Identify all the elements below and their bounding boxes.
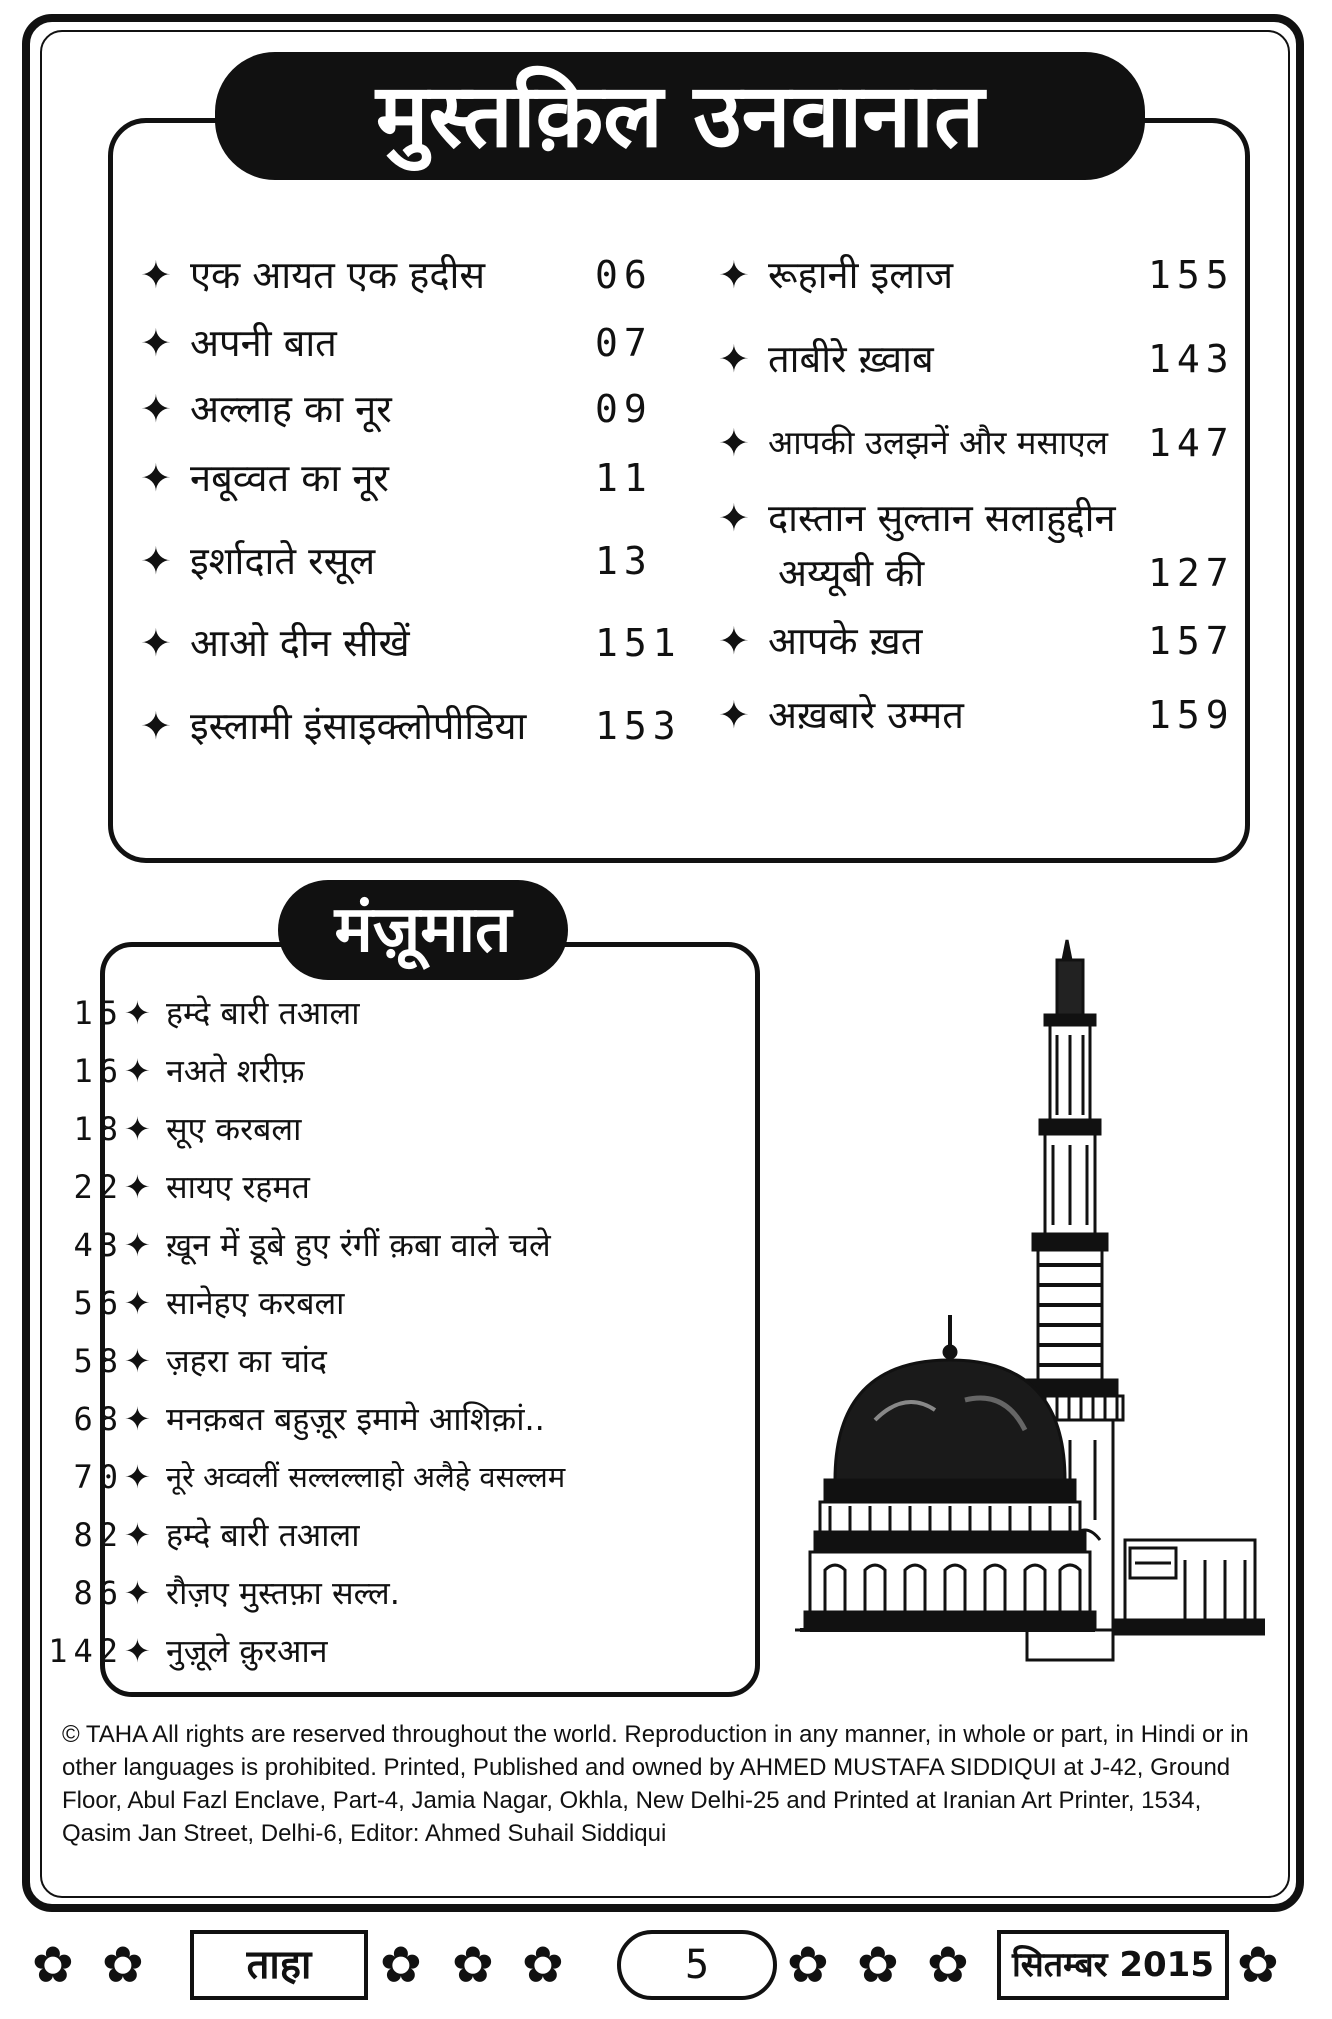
page-number: 5 [617, 1930, 777, 2000]
toc-entry-page: 153 [595, 704, 682, 748]
flower-ornament-icon: ✿ [102, 1936, 144, 1994]
bullet-star-icon: ✦ [124, 1342, 151, 1380]
copyright-notice: © TAHA All rights are reserved throughout the world. Reproduction in any manner, in whole or part, in Hindi or in other languages is prohibited. Printed, Published and owned by AHMED MUSTAFA SIDDIQUI at J-42, Ground Floor, Abul Fazl Enclave, Part-4, Jamia Nagar, Okhla, New Delhi-25 and Printed at Iranian Art Printer, 1534, Qasim Jan Street, Delhi-6, Editor: Ahmed Suhail Siddiqui [62, 1721, 1249, 1847]
bullet-star-icon: ✦ [140, 539, 172, 583]
poem-title: ख़ून में डूबे हुए रंगीं क़बा वाले चले [166, 1226, 551, 1264]
poem-title: रौज़ए मुस्तफ़ा सल्ल. [166, 1574, 400, 1612]
poem-title: मनक़बत बहुज़ूर इमामे आशिक़ां.. [166, 1400, 545, 1438]
flower-ornament-icon: ✿ [927, 1936, 969, 1994]
bullet-star-icon: ✦ [124, 1400, 151, 1438]
toc-entry-page: 06 [595, 253, 653, 297]
bullet-star-icon: ✦ [124, 1458, 151, 1496]
footer-strip [22, 1928, 1312, 2008]
bullet-star-icon: ✦ [124, 1284, 151, 1322]
mosque-dome-minaret-illustration [795, 920, 1265, 1700]
poem-page: 18 [73, 1110, 124, 1148]
poem-title: नअते शरीफ़ [166, 1052, 305, 1090]
bullet-star-icon: ✦ [124, 1516, 151, 1554]
poem-title: ज़हरा का चांद [166, 1342, 327, 1380]
poem-page: 142 [48, 1632, 124, 1670]
toc-entry-title: आपके ख़त [768, 619, 923, 663]
bullet-star-icon: ✦ [718, 421, 750, 465]
flower-ornament-icon: ✿ [522, 1936, 564, 1994]
toc-entry-page: 07 [595, 321, 653, 365]
poem-page: 70 [73, 1458, 124, 1496]
poem-title: नूरे अव्वलीं सल्लल्लाहो अलैहे वसल्लम [166, 1460, 566, 1494]
poem-page: 86 [73, 1574, 124, 1612]
flower-ornament-icon: ✿ [787, 1936, 829, 1994]
bullet-star-icon: ✦ [140, 621, 172, 665]
toc-entry-title: अल्लाह का नूर [190, 387, 392, 431]
bullet-star-icon: ✦ [124, 1110, 151, 1148]
poem-page: 15 [73, 994, 124, 1032]
flower-ornament-icon: ✿ [857, 1936, 899, 1994]
poem-title: हम्दे बारी तआला [166, 994, 360, 1032]
poem-page: 56 [73, 1284, 124, 1322]
toc-entry-title-line2: अय्यूबी की [778, 551, 925, 595]
toc-entry-title: दास्तान सुल्तान सलाहुद्दीन [768, 496, 1116, 540]
issue-date: सितम्बर 2015 [997, 1930, 1229, 2000]
toc-entry-title: नबूव्वत का नूर [190, 456, 389, 500]
magazine-name: ताहा [190, 1930, 368, 2000]
regular-sections-heading: मुस्तक़िल उनवानात [215, 52, 1145, 180]
toc-entry-page: 127 [1148, 551, 1235, 595]
poem-title: सूए करबला [166, 1110, 302, 1148]
poem-page: 68 [73, 1400, 124, 1438]
toc-entry-title: इस्लामी इंसाइक्लोपीडिया [190, 704, 527, 748]
toc-entry-title: अख़बारे उम्मत [768, 693, 964, 737]
toc-entry-title: एक आयत एक हदीस [190, 253, 486, 297]
bullet-star-icon: ✦ [718, 253, 750, 297]
toc-entry-title: ताबीरे ख़्वाब [768, 337, 934, 381]
flower-ornament-icon: ✿ [32, 1936, 74, 1994]
toc-entry-page: 155 [1148, 253, 1235, 297]
toc-entry-title: इर्शादाते रसूल [190, 539, 376, 583]
bullet-star-icon: ✦ [718, 693, 750, 737]
toc-entry-title: अपनी बात [190, 321, 337, 365]
toc-entry-page: 159 [1148, 693, 1235, 737]
poem-page: 58 [73, 1342, 124, 1380]
flower-ornament-icon: ✿ [1237, 1936, 1279, 1994]
bullet-star-icon: ✦ [124, 1168, 151, 1206]
bullet-star-icon: ✦ [718, 337, 750, 381]
poems-heading: मंज़ूमात [278, 880, 568, 980]
flower-ornament-icon: ✿ [380, 1936, 422, 1994]
poem-title: नुज़ूले क़ुरआन [166, 1632, 328, 1670]
bullet-star-icon: ✦ [140, 456, 172, 500]
poem-title: सायए रहमत [166, 1168, 310, 1206]
poem-title: सानेहए करबला [166, 1284, 345, 1322]
toc-entry-title: आपकी उलझनें और मसाएल [768, 423, 1109, 462]
toc-entry-page: 09 [595, 387, 653, 431]
toc-entry-title: रूहानी इलाज [768, 253, 954, 297]
bullet-star-icon: ✦ [124, 1052, 151, 1090]
flower-ornament-icon: ✿ [452, 1936, 494, 1994]
bullet-star-icon: ✦ [718, 496, 750, 540]
bullet-star-icon: ✦ [124, 1574, 151, 1612]
toc-entry-page: 157 [1148, 619, 1235, 663]
bullet-star-icon: ✦ [124, 994, 151, 1032]
toc-entry-title: आओ दीन सीखें [190, 621, 410, 665]
toc-entry-page: 11 [595, 456, 653, 500]
toc-entry-page: 147 [1148, 421, 1235, 465]
poem-page: 16 [73, 1052, 124, 1090]
bullet-star-icon: ✦ [140, 387, 172, 431]
poem-page: 82 [73, 1516, 124, 1554]
toc-entry-page: 151 [595, 621, 682, 665]
poem-title: हम्दे बारी तआला [166, 1516, 360, 1554]
poem-page: 43 [73, 1226, 124, 1264]
poem-page: 22 [73, 1168, 124, 1206]
bullet-star-icon: ✦ [124, 1632, 151, 1670]
toc-entry-page: 143 [1148, 337, 1235, 381]
bullet-star-icon: ✦ [140, 321, 172, 365]
toc-entry-page: 13 [595, 539, 653, 583]
bullet-star-icon: ✦ [140, 253, 172, 297]
bullet-star-icon: ✦ [140, 704, 172, 748]
bullet-star-icon: ✦ [718, 619, 750, 663]
bullet-star-icon: ✦ [124, 1226, 151, 1264]
